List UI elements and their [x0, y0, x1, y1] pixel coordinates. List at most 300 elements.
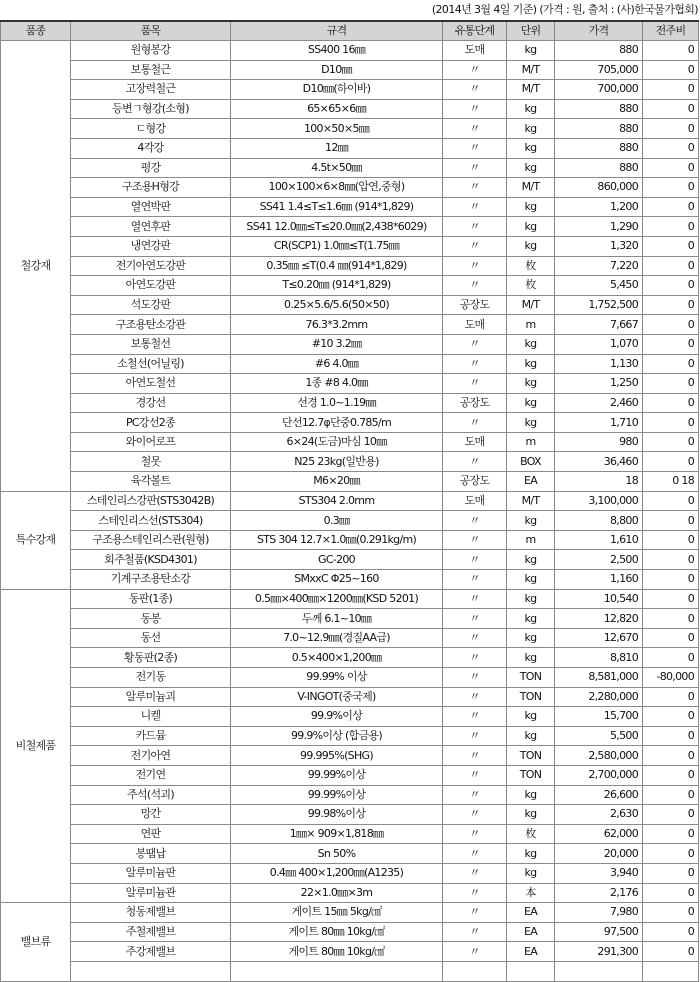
item-unit: 枚 [507, 824, 555, 844]
table-row [1, 276, 699, 296]
item-change: 0 [643, 628, 699, 648]
item-distribution: 〃 [443, 80, 507, 100]
item-name: 열연박판 [71, 197, 231, 217]
item-unit: kg [507, 707, 555, 727]
item-price: 2,460 [555, 393, 643, 413]
item-name: 전기아연도강판 [71, 256, 231, 276]
item-name: 보통철근 [71, 60, 231, 80]
item-change: 0 [643, 256, 699, 276]
item-distribution: 〃 [443, 99, 507, 119]
item-price: 97,500 [555, 922, 643, 942]
item-distribution: 도매 [443, 432, 507, 452]
item-name: 카드뮴 [71, 726, 231, 746]
item-unit: m [507, 432, 555, 452]
item-name: 철못 [71, 452, 231, 472]
item-name: ㄷ형강 [71, 119, 231, 139]
item-price: 10,540 [555, 589, 643, 609]
item-price: 7,667 [555, 315, 643, 335]
item-unit: kg [507, 41, 555, 61]
header-distribution: 유통단계 [443, 21, 507, 41]
item-spec: CR(SCP1) 1.0㎜≤T(1.75㎜ [231, 236, 443, 256]
item-price: 2,176 [555, 883, 643, 903]
item-spec: D10㎜ [231, 60, 443, 80]
item-price: 1,200 [555, 197, 643, 217]
header-change: 전주비 [643, 21, 699, 41]
item-change: 0 [643, 746, 699, 766]
item-distribution: 〃 [443, 236, 507, 256]
item-unit: kg [507, 805, 555, 825]
item-distribution: 〃 [443, 570, 507, 590]
item-change: 0 [643, 707, 699, 727]
item-change: 0 [643, 863, 699, 883]
item-price: 1,160 [555, 570, 643, 590]
item-change: 0 [643, 550, 699, 570]
item-spec: 76.3*3.2mm [231, 315, 443, 335]
item-distribution: 〃 [443, 785, 507, 805]
item-spec: SS41 12.0㎜≤T≤20.0㎜(2,438*6029) [231, 217, 443, 237]
item-change: 0 [643, 158, 699, 178]
table-row [1, 863, 699, 883]
item-distribution: 도매 [443, 491, 507, 511]
item-price: 1,752,500 [555, 295, 643, 315]
item-spec: 99.9%이상 (합금용) [231, 726, 443, 746]
item-distribution [443, 961, 507, 981]
item-name: 석도강판 [71, 295, 231, 315]
item-distribution: 〃 [443, 922, 507, 942]
item-name: 보통철선 [71, 334, 231, 354]
item-spec: SS400 16㎜ [231, 41, 443, 61]
item-change: 0 [643, 883, 699, 903]
item-change: 0 [643, 178, 699, 198]
item-name: 알루미늄판 [71, 863, 231, 883]
item-price: 700,000 [555, 80, 643, 100]
item-distribution: 〃 [443, 903, 507, 923]
item-change: 0 [643, 922, 699, 942]
table-row [1, 687, 699, 707]
table-row [1, 315, 699, 335]
item-name: 기계구조용탄소강 [71, 570, 231, 590]
item-name: 열연후판 [71, 217, 231, 237]
item-name: 육각볼트 [71, 472, 231, 492]
item-price: 1,070 [555, 334, 643, 354]
item-change: 0 [643, 530, 699, 550]
item-unit: kg [507, 628, 555, 648]
item-unit: kg [507, 393, 555, 413]
item-spec: 99.99% 이상 [231, 668, 443, 688]
item-distribution: 〃 [443, 687, 507, 707]
table-row [1, 765, 699, 785]
item-distribution: 〃 [443, 844, 507, 864]
table-row [1, 707, 699, 727]
item-name: PC강선2종 [71, 413, 231, 433]
table-row [1, 41, 699, 61]
item-change: 0 [643, 942, 699, 962]
item-unit: TON [507, 668, 555, 688]
item-price: 5,450 [555, 276, 643, 296]
item-name: 봉땜납 [71, 844, 231, 864]
item-name: 주철제밸브 [71, 922, 231, 942]
item-change: 0 [643, 295, 699, 315]
item-spec: 1종 #8 4.0㎜ [231, 374, 443, 394]
category-cell: 철강재 [1, 41, 71, 492]
item-unit: kg [507, 648, 555, 668]
table-row [1, 648, 699, 668]
table-row [1, 236, 699, 256]
source-caption: (2014년 3월 4일 기준) (가격 : 원, 출처 : (사)한국물가협회) [431, 3, 698, 16]
item-spec: 99.98%이상 [231, 805, 443, 825]
item-unit: 枚 [507, 276, 555, 296]
item-unit: kg [507, 236, 555, 256]
item-change: 0 [643, 315, 699, 335]
item-change: 0 [643, 589, 699, 609]
item-unit: kg [507, 413, 555, 433]
item-unit [507, 961, 555, 981]
item-name: 동판(1종) [71, 589, 231, 609]
item-distribution: 〃 [443, 217, 507, 237]
item-spec: 0.5㎜×400㎜×1200㎜(KSD 5201) [231, 589, 443, 609]
item-change: 0 [643, 687, 699, 707]
item-name: 원형봉강 [71, 41, 231, 61]
item-price: 36,460 [555, 452, 643, 472]
table-row [1, 726, 699, 746]
table-row [1, 472, 699, 492]
table-row [1, 374, 699, 394]
item-change: 0 [643, 726, 699, 746]
item-spec: 100×50×5㎜ [231, 119, 443, 139]
item-spec: 0.5×400×1,200㎜ [231, 648, 443, 668]
item-unit: TON [507, 687, 555, 707]
item-unit: kg [507, 609, 555, 629]
table-row [1, 550, 699, 570]
table-row [1, 530, 699, 550]
table-row [1, 119, 699, 139]
item-distribution: 〃 [443, 178, 507, 198]
item-price: 26,600 [555, 785, 643, 805]
item-price: 980 [555, 432, 643, 452]
table-row [1, 413, 699, 433]
item-price: 8,800 [555, 511, 643, 531]
item-price: 2,700,000 [555, 765, 643, 785]
table-body [1, 41, 699, 982]
item-change: 0 [643, 570, 699, 590]
table-row [1, 295, 699, 315]
table-row [1, 805, 699, 825]
item-change: 0 [643, 197, 699, 217]
item-distribution: 〃 [443, 138, 507, 158]
item-change: 0 [643, 452, 699, 472]
item-spec: #10 3.2㎜ [231, 334, 443, 354]
item-unit: EA [507, 903, 555, 923]
category-cell: 밸브류 [1, 903, 71, 981]
header-item: 품목 [71, 21, 231, 41]
item-price: 1,320 [555, 236, 643, 256]
item-unit: m [507, 530, 555, 550]
item-change: 0 [643, 60, 699, 80]
table-row [1, 197, 699, 217]
header-price: 가격 [555, 21, 643, 41]
item-name: 연판 [71, 824, 231, 844]
item-distribution: 〃 [443, 256, 507, 276]
item-change: 0 [643, 99, 699, 119]
header-category: 품종 [1, 21, 71, 41]
item-change: 0 [643, 609, 699, 629]
table-row [1, 942, 699, 962]
item-distribution: 〃 [443, 374, 507, 394]
item-change: 0 [643, 511, 699, 531]
item-unit: 本 [507, 883, 555, 903]
item-distribution: 〃 [443, 942, 507, 962]
item-spec: 99.995%(SHG) [231, 746, 443, 766]
table-row [1, 511, 699, 531]
item-name: 스테인리스강판(STS3042B) [71, 491, 231, 511]
item-spec: 게이트 80㎜ 10kg/㎠ [231, 922, 443, 942]
item-distribution: 〃 [443, 824, 507, 844]
item-distribution: 〃 [443, 726, 507, 746]
item-name: 전기동 [71, 668, 231, 688]
item-distribution: 〃 [443, 707, 507, 727]
item-distribution: 〃 [443, 883, 507, 903]
item-distribution: 도매 [443, 41, 507, 61]
item-spec: 0.4㎜ 400×1,200㎜(A1235) [231, 863, 443, 883]
item-distribution: 〃 [443, 452, 507, 472]
item-name: 구조용탄소강관 [71, 315, 231, 335]
item-unit: kg [507, 844, 555, 864]
item-spec: 게이트 80㎜ 10kg/㎠ [231, 942, 443, 962]
item-change: 0 [643, 41, 699, 61]
item-spec [231, 961, 443, 981]
item-name: 전기연 [71, 765, 231, 785]
item-change: 0 [643, 138, 699, 158]
item-distribution: 〃 [443, 276, 507, 296]
item-price: 880 [555, 119, 643, 139]
item-distribution: 〃 [443, 119, 507, 139]
item-spec: 22×1.0㎜×3m [231, 883, 443, 903]
item-distribution: 〃 [443, 413, 507, 433]
item-change [643, 961, 699, 981]
item-change: 0 [643, 844, 699, 864]
item-spec: 6×24(도금)마심 10㎜ [231, 432, 443, 452]
item-change: 0 [643, 80, 699, 100]
item-change: 0 [643, 276, 699, 296]
table-header-row [1, 21, 699, 41]
item-distribution: 공장도 [443, 472, 507, 492]
item-name: 아연도철선 [71, 374, 231, 394]
item-unit: M/T [507, 80, 555, 100]
item-name: 아연도강판 [71, 276, 231, 296]
item-name: 고장력철근 [71, 80, 231, 100]
item-distribution: 〃 [443, 550, 507, 570]
item-distribution: 공장도 [443, 295, 507, 315]
item-distribution: 〃 [443, 863, 507, 883]
item-price: 880 [555, 99, 643, 119]
item-name: 청동제밸브 [71, 903, 231, 923]
item-spec: M6×20㎜ [231, 472, 443, 492]
item-distribution: 〃 [443, 746, 507, 766]
table-row [1, 432, 699, 452]
item-name: 구조용스테인리스관(원형) [71, 530, 231, 550]
item-distribution: 〃 [443, 60, 507, 80]
item-name: 평강 [71, 158, 231, 178]
item-spec: #6 4.0㎜ [231, 354, 443, 374]
price-table [0, 20, 699, 982]
item-price: 860,000 [555, 178, 643, 198]
item-name: 동봉 [71, 609, 231, 629]
item-distribution: 〃 [443, 648, 507, 668]
item-spec: SMxxC Φ25~160 [231, 570, 443, 590]
item-price: 7,980 [555, 903, 643, 923]
item-price: 1,130 [555, 354, 643, 374]
table-row [1, 668, 699, 688]
item-unit: EA [507, 472, 555, 492]
item-change: 0 [643, 785, 699, 805]
item-name: 회주철품(KSD4301) [71, 550, 231, 570]
item-price: 1,290 [555, 217, 643, 237]
item-price: 880 [555, 41, 643, 61]
item-spec: GC-200 [231, 550, 443, 570]
item-price [555, 961, 643, 981]
table-row [1, 961, 699, 981]
item-price: 7,220 [555, 256, 643, 276]
item-price: 1,610 [555, 530, 643, 550]
item-change: 0 [643, 393, 699, 413]
item-spec: 선경 1.0~1.19㎜ [231, 393, 443, 413]
item-name: 구조용H형강 [71, 178, 231, 198]
item-spec: 단선12.7φ단중0.785/m [231, 413, 443, 433]
item-unit: kg [507, 785, 555, 805]
table-row [1, 354, 699, 374]
item-name: 등변ㄱ형강(소형) [71, 99, 231, 119]
item-price: 2,580,000 [555, 746, 643, 766]
item-distribution: 〃 [443, 589, 507, 609]
item-distribution: 〃 [443, 609, 507, 629]
item-distribution: 도매 [443, 315, 507, 335]
item-distribution: 〃 [443, 530, 507, 550]
item-unit: kg [507, 217, 555, 237]
item-unit: kg [507, 334, 555, 354]
item-unit: 枚 [507, 256, 555, 276]
item-unit: kg [507, 511, 555, 531]
item-unit: kg [507, 158, 555, 178]
item-unit: kg [507, 863, 555, 883]
item-spec: 0.35㎜ ≤T(0.4 ㎜(914*1,829) [231, 256, 443, 276]
item-change: 0 [643, 648, 699, 668]
table-row [1, 334, 699, 354]
table-row [1, 393, 699, 413]
item-price: 3,100,000 [555, 491, 643, 511]
item-name: 냉연강판 [71, 236, 231, 256]
table-row [1, 922, 699, 942]
item-price: 880 [555, 138, 643, 158]
category-cell: 비철제품 [1, 589, 71, 903]
item-distribution: 〃 [443, 805, 507, 825]
item-distribution: 〃 [443, 511, 507, 531]
item-price: 62,000 [555, 824, 643, 844]
item-spec: 1㎜× 909×1,818㎜ [231, 824, 443, 844]
item-change: 0 [643, 119, 699, 139]
item-spec: T≤0.20㎜ (914*1,829) [231, 276, 443, 296]
item-spec: 99.99%이상 [231, 785, 443, 805]
item-name: 니켈 [71, 707, 231, 727]
item-distribution: 〃 [443, 354, 507, 374]
table-row [1, 570, 699, 590]
item-name: 와이어로프 [71, 432, 231, 452]
item-distribution: 〃 [443, 197, 507, 217]
item-price: 2,630 [555, 805, 643, 825]
item-unit: m [507, 315, 555, 335]
item-spec: STS304 2.0mm [231, 491, 443, 511]
table-row [1, 844, 699, 864]
table-row [1, 824, 699, 844]
item-price: 2,500 [555, 550, 643, 570]
table-row [1, 491, 699, 511]
table-row [1, 628, 699, 648]
item-price: 705,000 [555, 60, 643, 80]
item-unit: kg [507, 119, 555, 139]
item-unit: M/T [507, 295, 555, 315]
item-unit: TON [507, 765, 555, 785]
item-spec: 99.99%이상 [231, 765, 443, 785]
item-price: 8,581,000 [555, 668, 643, 688]
item-unit: kg [507, 138, 555, 158]
item-change: 0 [643, 374, 699, 394]
item-unit: kg [507, 550, 555, 570]
table-row [1, 138, 699, 158]
item-spec: 0.3㎜ [231, 511, 443, 531]
item-unit: kg [507, 99, 555, 119]
item-spec: 0.25×5.6/5.6(50×50) [231, 295, 443, 315]
item-spec: SS41 1.4≤T≤1.6㎜ (914*1,829) [231, 197, 443, 217]
item-unit: M/T [507, 60, 555, 80]
item-spec: 65×65×6㎜ [231, 99, 443, 119]
item-spec: 7.0~12.9㎜(경질AA급) [231, 628, 443, 648]
item-name: 알루미늄관 [71, 883, 231, 903]
item-name: 전기아연 [71, 746, 231, 766]
header-spec: 규격 [231, 21, 443, 41]
category-cell: 특수강재 [1, 491, 71, 589]
item-unit: EA [507, 922, 555, 942]
item-unit: M/T [507, 491, 555, 511]
table-row [1, 903, 699, 923]
item-price: 5,500 [555, 726, 643, 746]
table-row [1, 589, 699, 609]
item-unit: BOX [507, 452, 555, 472]
item-change: 0 [643, 765, 699, 785]
item-name: 알루미늄괴 [71, 687, 231, 707]
item-name: 4각강 [71, 138, 231, 158]
item-price: 2,280,000 [555, 687, 643, 707]
item-spec: STS 304 12.7×1.0㎜(0.291kg/m) [231, 530, 443, 550]
item-change: 0 [643, 491, 699, 511]
item-spec: Sn 50% [231, 844, 443, 864]
table-row [1, 99, 699, 119]
item-name: 주강제밸브 [71, 942, 231, 962]
item-unit: kg [507, 354, 555, 374]
item-name [71, 961, 231, 981]
item-price: 3,940 [555, 863, 643, 883]
item-price: 1,250 [555, 374, 643, 394]
item-distribution: 〃 [443, 765, 507, 785]
item-spec: D10㎜(하이바) [231, 80, 443, 100]
table-row [1, 80, 699, 100]
item-unit: kg [507, 726, 555, 746]
item-unit: kg [507, 197, 555, 217]
item-change: 0 [643, 432, 699, 452]
item-change: 0 [643, 334, 699, 354]
table-row [1, 883, 699, 903]
header-unit: 단위 [507, 21, 555, 41]
table-row [1, 746, 699, 766]
item-price: 12,670 [555, 628, 643, 648]
